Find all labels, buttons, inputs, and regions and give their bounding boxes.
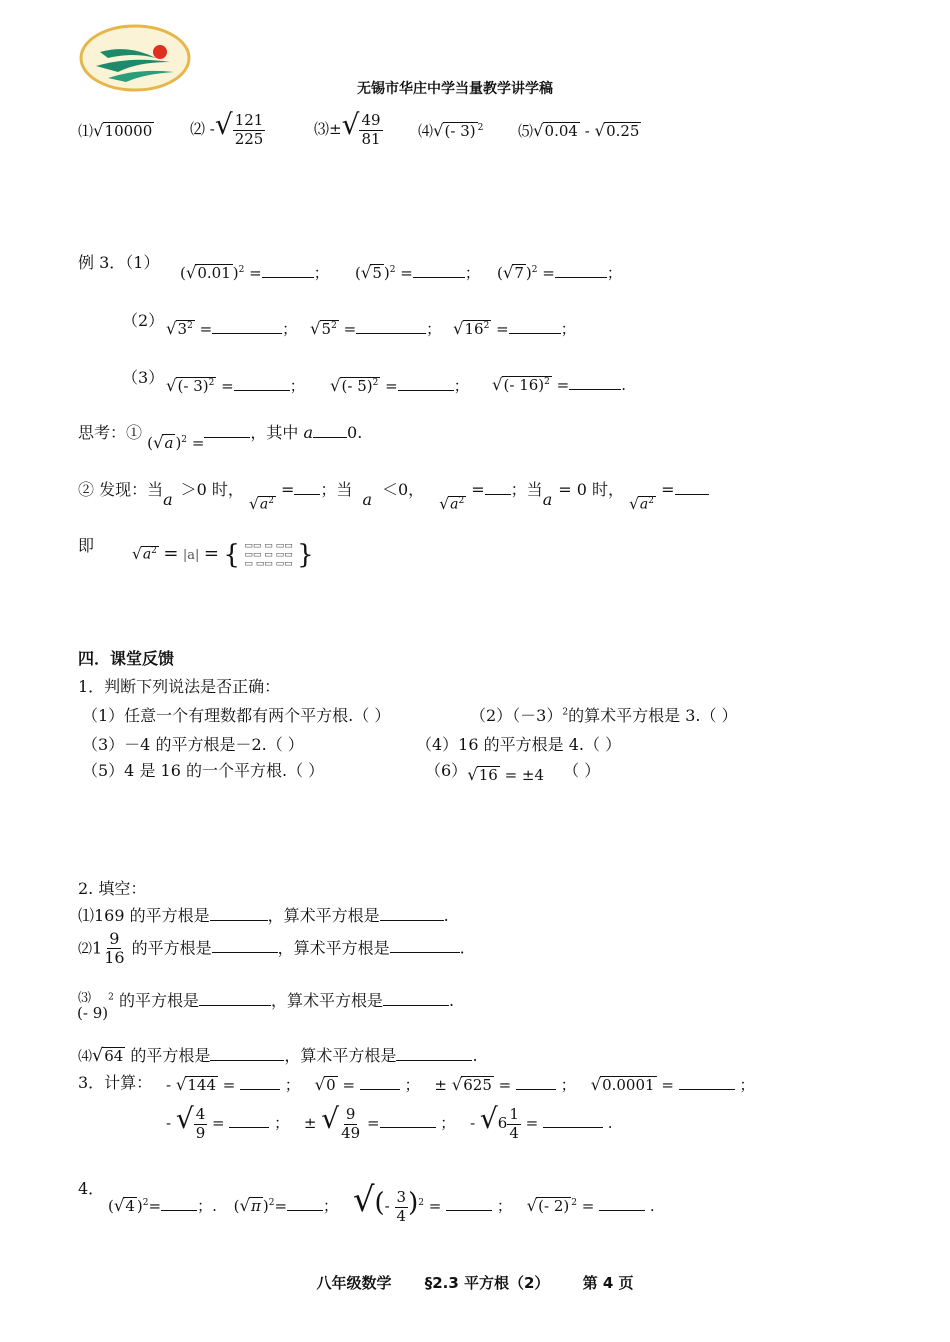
- think-line-1: 思考：① (√a )$^2$ =，其中 a 0.: [78, 423, 363, 452]
- expr-4: ⑷√(- 3) $^2$: [418, 121, 484, 140]
- expr-1: ⑴√10000: [78, 121, 153, 140]
- ji-expr: $√a^2 = |a|$ = { ▭▭ ▭ ▭▭ ▭▭ ▭ ▭▭ ▭ ▭▭ ▭▭ }: [132, 540, 314, 570]
- ex3-row1-c: (√7 )$^2$ = ；: [497, 263, 622, 282]
- ex3-row1-b: (√5 )$^2$ = ；: [355, 263, 480, 282]
- page-footer: [0, 1272, 950, 1293]
- ex3-row3-b: √(- 5)$^2$ = ；: [330, 376, 469, 395]
- q1-item-2: $(2)(-3)^2$的算术平方根是 3.（ ）: [470, 706, 738, 725]
- expr-2: ⑵ -√ $\frac{121}{225}$: [190, 108, 264, 148]
- expr-3: ⑶±√ $\frac{49}{81}$: [314, 108, 381, 148]
- q1-item-5: （5）4 是 16 的一个平方根.（ ）: [82, 761, 325, 780]
- q3-row1: - √144 = ； √0 = ； ± √625 = ； √0.0001 = ；: [166, 1075, 755, 1094]
- ex3-row3-c: √(- 16)$^2$ = .: [492, 375, 627, 394]
- school-logo: [78, 22, 192, 94]
- ex3-row1-a: (√0.01 )$^2$ = ；: [180, 263, 329, 282]
- q3-row2: - √ $\frac{4}{9}$ = ； ± √ $\frac{9}{49}$ = ； - √6 $\frac{1}{4}$ = .: [166, 1102, 613, 1142]
- ji-label: 即: [78, 536, 95, 555]
- section4-title: 四．课堂反馈: [78, 649, 175, 668]
- footer-page: 第 4 页: [582, 1274, 634, 1292]
- q3-label: 3．计算：: [78, 1073, 153, 1092]
- q1-item-4: （4）16 的平方根是 4.（ ）: [416, 735, 622, 754]
- q2-title: 2. 填空：: [78, 879, 147, 898]
- q1-item-6: （6）√16 = ±4 （ ）: [425, 761, 601, 784]
- q2-line-4: ⑷√64 的平方根是 ，算术平方根是 .: [78, 1046, 478, 1066]
- ex3-row2-c: $√16^2$ = ；: [453, 319, 576, 338]
- school-header: 无锡市华庄中学当量教学讲学稿: [357, 81, 553, 97]
- ex3-row2-b: $√5^2$ = ；: [310, 319, 442, 338]
- q1-item-3: （3）－4 的平方根是－2.（ ）: [82, 735, 304, 754]
- think-line-2: ② 发现：当a＞0 时， $√a^2$ = ；当a＜0， $√a^2$ = ；当a= 0 时， $√a^2$ =: [78, 477, 709, 500]
- q1-title: 1．判断下列说法是否正确：: [78, 677, 281, 696]
- q4-label: 4．: [78, 1179, 105, 1198]
- ex3-row3-a: √(- 3)$^2$ = ；: [166, 376, 305, 395]
- q1-item-1: （1）任意一个有理数都有两个平方根.（ ）: [82, 706, 391, 725]
- example3-label: 例 3．（1）: [78, 253, 160, 272]
- expr-5: ⑸√0.04 - √0.25: [518, 121, 640, 140]
- q2-line-2: ⑵1 $\frac{9}{16}$ 的平方根是 ，算术平方根是 .: [78, 929, 465, 968]
- ex3-row3-label: （3）: [122, 368, 165, 387]
- q2-line-3: ⑶(- 9)$^2$ 的平方根是 ，算术平方根是 .: [77, 991, 455, 1022]
- footer-grade: 八年级数学: [316, 1274, 392, 1292]
- q2-line-1: ⑴169 的平方根是 ，算术平方根是 .: [78, 906, 449, 925]
- footer-section: §2.3 平方根（2）: [424, 1274, 550, 1292]
- q4-row: (√4 )$^2$= ；. (√π )$^2$= ； √(- $\frac{3}{4}$ )$^2$ = ； √(- 2) $^2$ = .: [108, 1180, 655, 1225]
- ex3-row2-label: （2）: [122, 311, 165, 330]
- piecewise-cases: ▭▭ ▭ ▭▭ ▭▭ ▭ ▭▭ ▭ ▭▭ ▭▭: [244, 540, 293, 569]
- ex3-row2-a: $√3^2$ = ；: [166, 319, 298, 338]
